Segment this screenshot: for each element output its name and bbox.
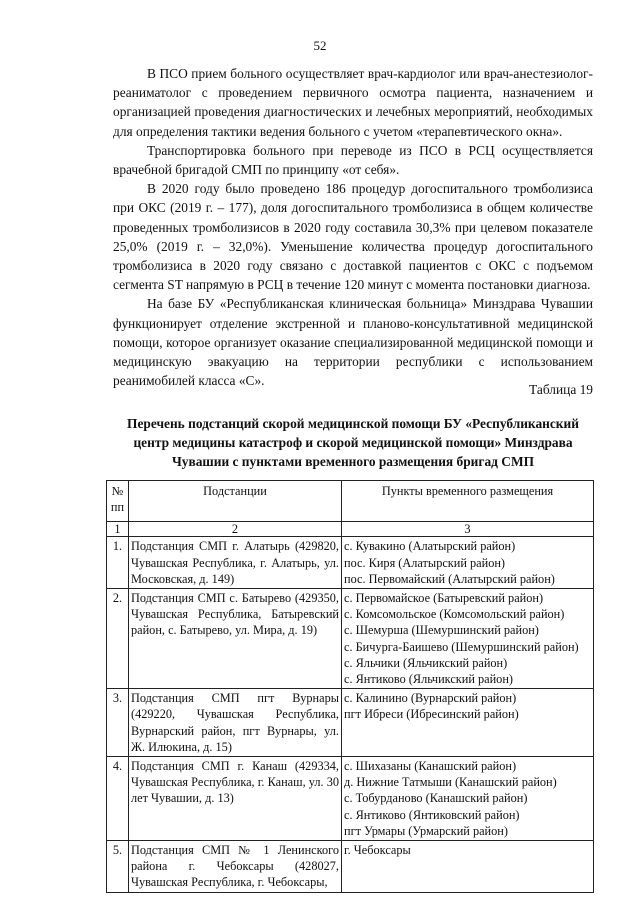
header-points: Пункты временного размещения	[342, 481, 594, 522]
header-substations: Подстанции	[129, 481, 342, 522]
station-cell: Подстанция СМП г. Алатырь (429820, Чувашская Республика, г. Алатырь, ул. Московская, д. 149)	[129, 537, 342, 589]
paragraph: Транспортировка больного при переводе из ПСО в РСЦ осуществляется врачебной бригадой СМП по принципу «от себя».	[113, 142, 593, 178]
point-item: с. Калинино (Вурнарский район)	[344, 691, 517, 706]
points-cell	[342, 841, 594, 893]
table-title: Перечень подстанций скорой медицинской помощи БУ «Республиканский центр медицины катастроф и скорой медицинской помощи» Минздрава Чувашии с пунктами временного размещения бригад СМП	[127, 416, 579, 469]
point-item: пгт Урмары (Урмарский район)	[344, 823, 508, 838]
point-item: с. Первомайское (Батыревский район)	[344, 591, 544, 606]
table-row	[107, 689, 594, 757]
points-cell	[342, 537, 594, 589]
substations-table	[106, 480, 594, 893]
row-number: 1.	[107, 537, 129, 589]
station-cell: Подстанция СМП № 1 Ленинского района г. Чебоксары (428027, Чувашская Республика, г. Чебоксары,	[129, 841, 342, 893]
column-number: 1	[107, 522, 129, 537]
body-text	[113, 64, 593, 390]
points-cell	[342, 589, 594, 689]
paragraph: В 2020 году было проведено 186 процедур догоспитального тромболизиса при ОКС (2019 г. – 177), доля догоспитального тромболизиса в общем количестве проведенных тромболизисов в 2020 году составила 30,3% при целевом показателе 25,0% (2019 г. – 32,0%). Уменьшение количества процедур догоспитального тромболизиса в 2020 году связано с доставкой пациентов с ОКС с подъемом сегмента ST напрямую в РСЦ в течение 120 минут с момента постановки диагноза.	[113, 181, 593, 293]
row-number: 5.	[107, 841, 129, 893]
row-number: 2.	[107, 589, 129, 689]
column-number: 2	[129, 522, 342, 537]
point-item: г. Чебоксары	[344, 843, 411, 858]
point-item: с. Шемурша (Шемуршинский район)	[344, 623, 539, 638]
point-item: пос. Киря (Алатырский район)	[344, 555, 506, 570]
table-row	[107, 757, 594, 841]
points-cell	[342, 757, 594, 841]
table-row	[107, 589, 594, 689]
station-cell: Подстанция СМП с. Батырево (429350, Чувашская Республика, Батыревский район, с. Батырево, ул. Мира, д. 19)	[129, 589, 342, 689]
point-item: д. Нижние Татмыши (Канашский район)	[344, 775, 557, 790]
point-item: с. Шихазаны (Канашский район)	[344, 759, 517, 774]
point-item: с. Бичурга-Баишево (Шемуршинский район)	[344, 639, 579, 654]
point-item: пгт Ибреси (Ибресинский район)	[344, 707, 519, 722]
point-item: с. Яльчики (Яльчикский район)	[344, 655, 508, 670]
row-number: 3.	[107, 689, 129, 757]
station-cell: Подстанция СМП г. Канаш (429334, Чувашская Республика, г. Канаш, ул. 30 лет Чувашии, д. 13)	[129, 757, 342, 841]
paragraph: В ПСО прием больного осуществляет врач-кардиолог или врач-анестезиолог-реаниматолог с проведением первичного осмотра пациента, назначением и организацией проведения диагностических и лечебных мероприятий, необходимых для определения тактики ведения больного с учетом «терапевтического окна».	[113, 66, 593, 139]
table-row	[107, 841, 594, 893]
header-number: № пп	[107, 481, 129, 522]
table-label: Таблица 19	[529, 382, 593, 397]
page-number: 52	[313, 38, 327, 53]
table-header-row	[107, 481, 594, 522]
point-item: с. Тобурданово (Канашский район)	[344, 791, 528, 806]
table-row	[107, 537, 594, 589]
paragraph: На базе БУ «Республиканская клиническая больница» Минздрава Чувашии функционирует отделение экстренной и планово-консультативной медицинской помощи, которое организует оказание специализированной медицинской помощи и медицинскую эвакуацию на территории республики с использованием реанимобилей класса «С».	[113, 296, 593, 389]
column-number: 3	[342, 522, 594, 537]
column-number-row	[107, 522, 594, 537]
point-item: с. Комсомольское (Комсомольский район)	[344, 607, 565, 622]
points-cell	[342, 689, 594, 757]
point-item: с. Кувакино (Алатырский район)	[344, 539, 516, 554]
station-cell: Подстанция СМП пгт Вурнары (429220, Чувашская Республика, Вурнарский район, пгт Вурнары, ул. Ж. Илюкина, д. 15)	[129, 689, 342, 757]
point-item: с. Янтиково (Яльчикский район)	[344, 672, 514, 687]
point-item: пос. Первомайский (Алатырский район)	[344, 571, 555, 586]
point-item: с. Янтиково (Янтиковский район)	[344, 807, 520, 822]
row-number: 4.	[107, 757, 129, 841]
